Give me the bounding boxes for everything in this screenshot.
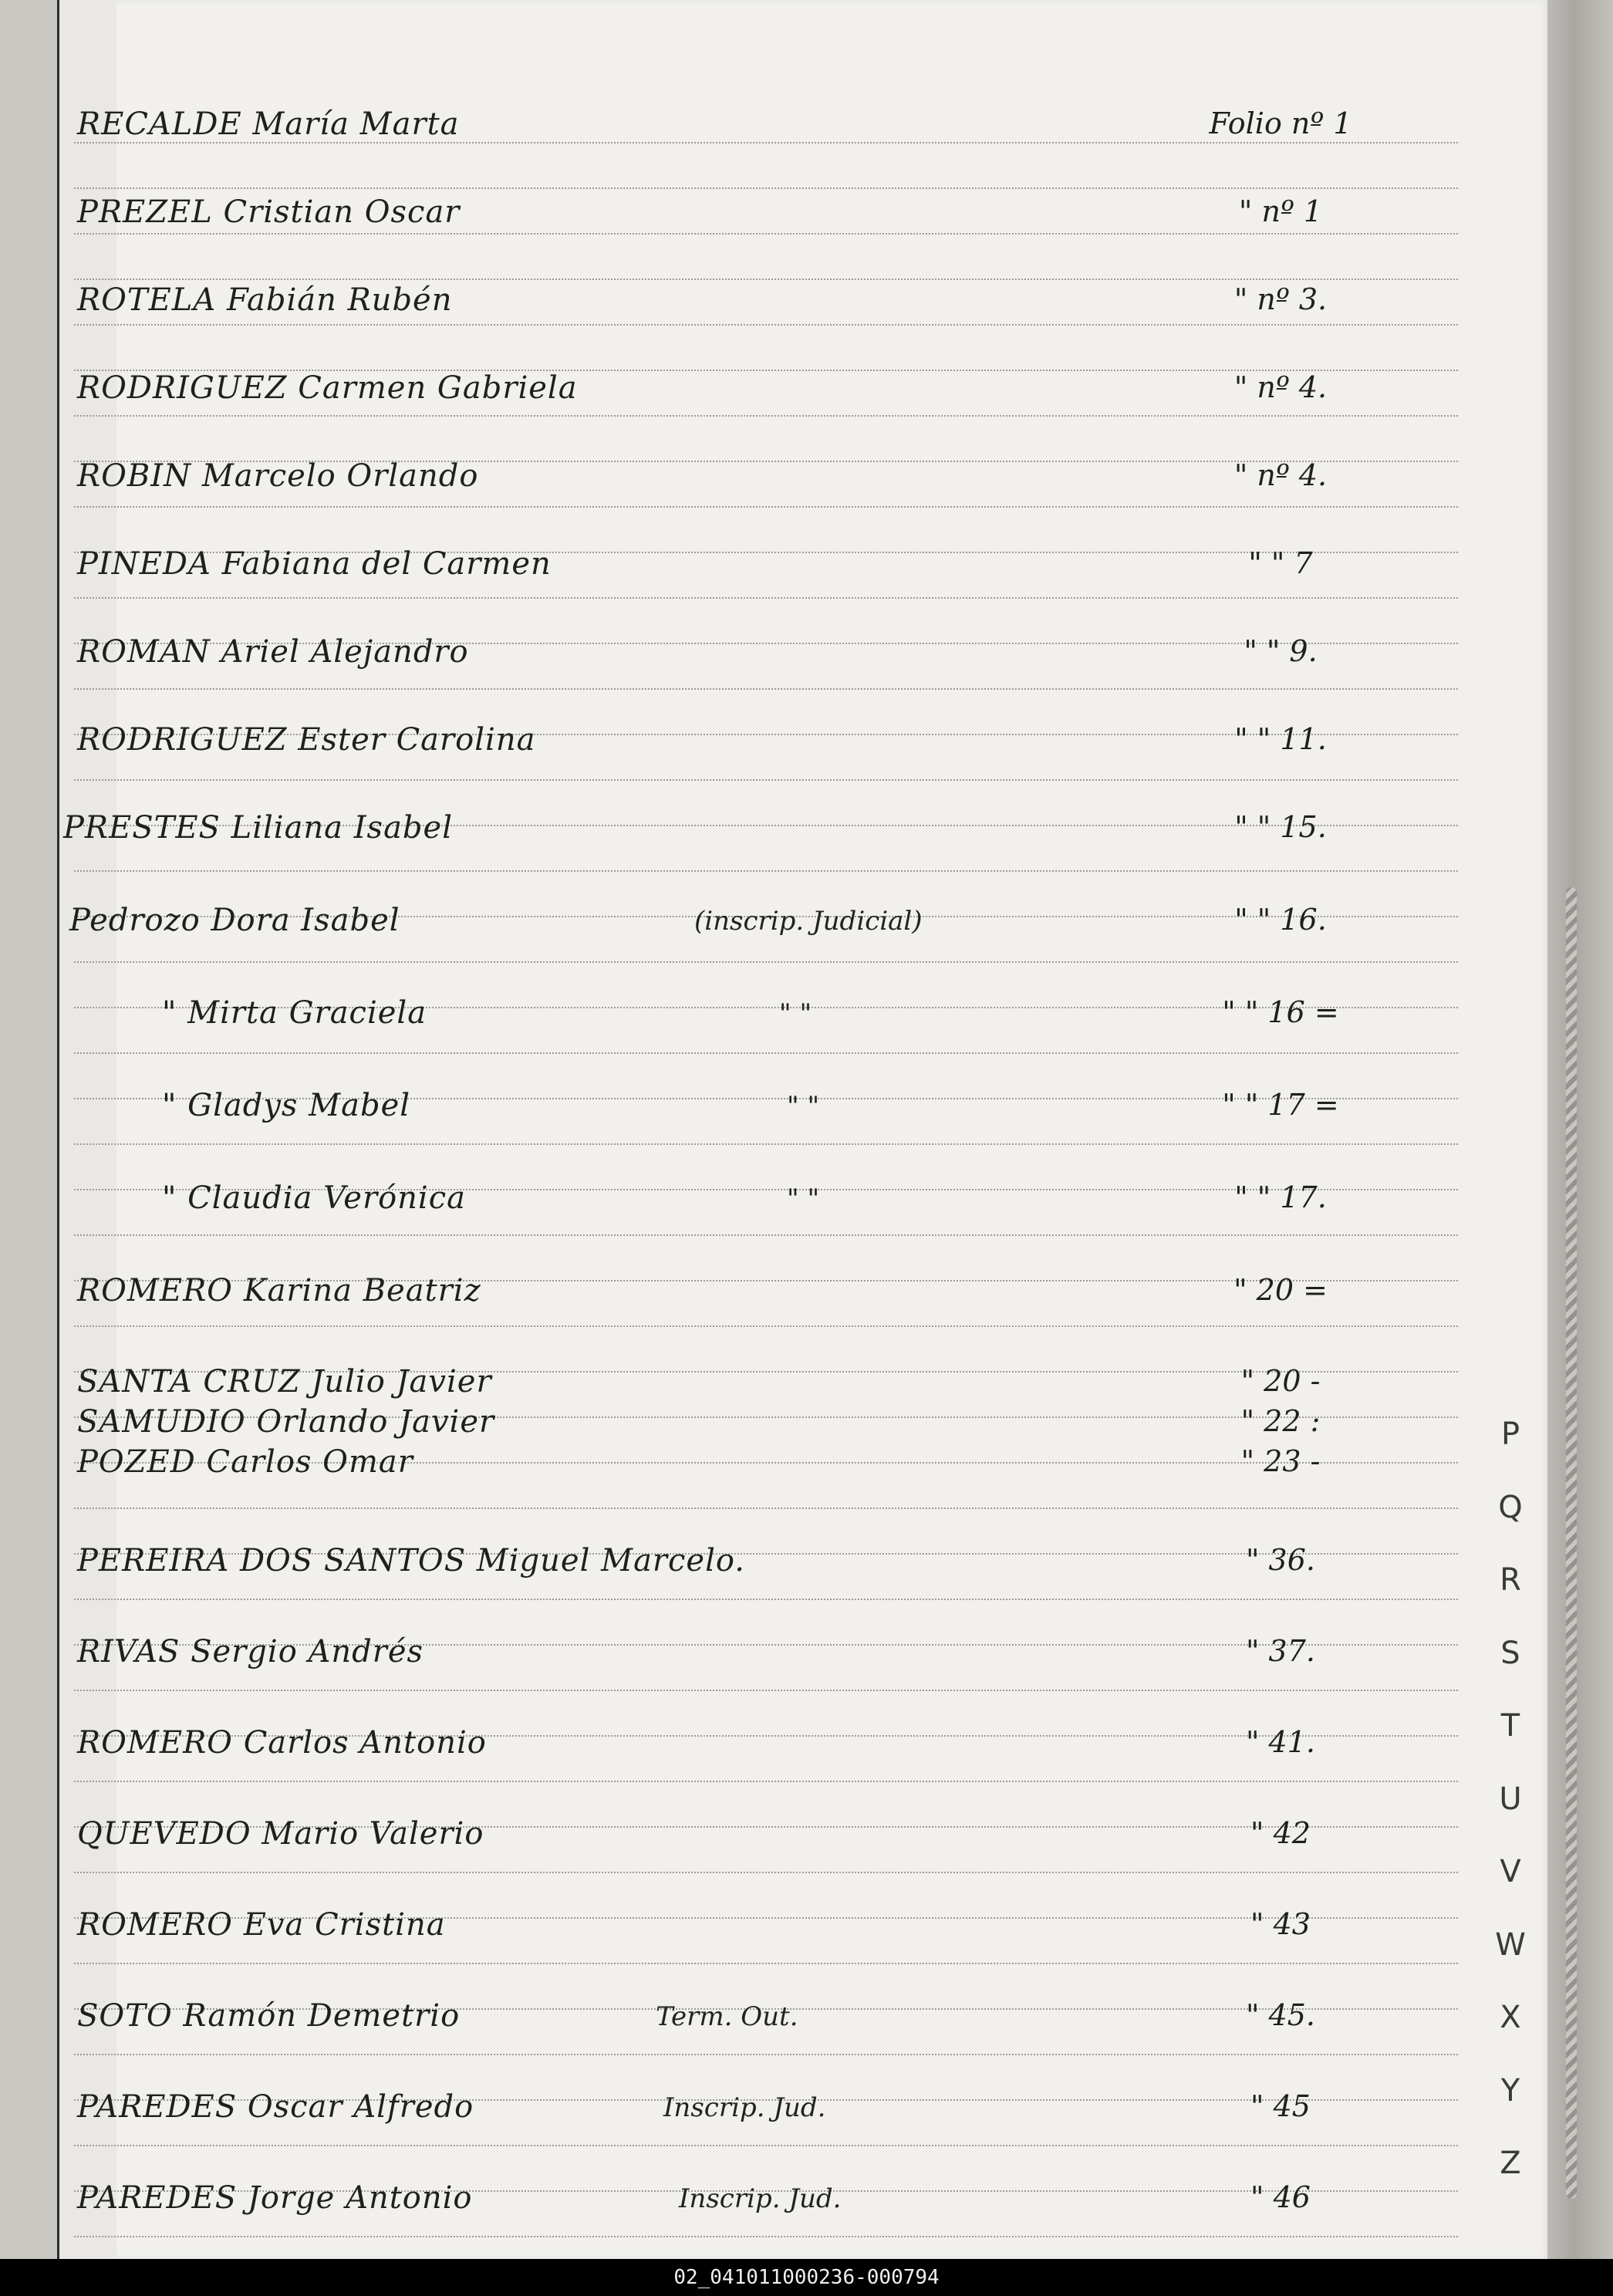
register-entry <box>63 795 1404 849</box>
person-name: POZED Carlos Omar <box>77 1444 413 1480</box>
register-entry <box>77 1072 1404 1126</box>
person-name: SAMUDIO Orlando Javier <box>77 1404 495 1440</box>
ruled-line <box>74 1963 1458 1964</box>
folio-number: " 36. <box>1246 1543 1315 1577</box>
entry-note: (inscrip. Judicial) <box>694 906 923 937</box>
index-tab-z[interactable]: Z <box>1500 2146 1521 2181</box>
entry-note: " " <box>779 998 812 1029</box>
person-name: " Claudia Verónica <box>162 1180 466 1216</box>
ruled-line <box>74 1872 1458 1873</box>
register-entry <box>77 1429 1404 1483</box>
person-name: RIVAS Sergio Andrés <box>77 1634 424 1670</box>
person-name: ROBIN Marcelo Orlando <box>77 458 479 494</box>
register-entry <box>77 91 1404 145</box>
person-name: ROMERO Karina Beatriz <box>77 1273 481 1308</box>
register-entry <box>77 1258 1404 1312</box>
ruled-line <box>74 1599 1458 1600</box>
person-name: PEREIRA DOS SANTOS Miguel Marcelo. <box>77 1543 745 1578</box>
folio-number: " " 15. <box>1234 810 1327 844</box>
ruled-line <box>74 1508 1458 1509</box>
register-entry <box>77 179 1404 233</box>
person-name: QUEVEDO Mario Valerio <box>77 1816 484 1852</box>
ruled-line <box>74 2236 1458 2237</box>
register-entry <box>77 2074 1404 2128</box>
register-entry <box>77 1892 1404 1946</box>
ruled-line <box>74 233 1458 235</box>
person-name: RODRIGUEZ Ester Carolina <box>77 722 536 758</box>
register-entry <box>77 1528 1404 1582</box>
register-entry <box>69 887 1404 941</box>
folio-number: " 41. <box>1246 1725 1315 1759</box>
folio-number: " nº 4. <box>1233 370 1328 404</box>
person-name: Pedrozo Dora Isabel <box>69 903 400 938</box>
ruled-line <box>74 961 1458 963</box>
ruled-line <box>74 597 1458 599</box>
person-name: PAREDES Jorge Antonio <box>77 2180 473 2216</box>
register-entry <box>77 1983 1404 2037</box>
alphabet-index <box>1489 1398 1532 2200</box>
folio-number: " 46 <box>1250 2180 1311 2214</box>
folio-number: " " 17. <box>1234 1180 1327 1214</box>
ruled-line <box>74 779 1458 781</box>
register-entry <box>77 531 1404 585</box>
scan-footer-id: 02_041011000236-000794 <box>0 2259 1613 2296</box>
folio-number: " 23 - <box>1240 1444 1321 1478</box>
folio-number: " nº 4. <box>1233 458 1328 492</box>
person-name: PREZEL Cristian Oscar <box>77 194 461 230</box>
person-name: " Mirta Graciela <box>162 995 427 1031</box>
folio-number: " 37. <box>1246 1634 1315 1668</box>
person-name: SANTA CRUZ Julio Javier <box>77 1364 492 1400</box>
folio-number: " nº 1 <box>1238 194 1323 228</box>
ruled-line <box>74 870 1458 872</box>
index-tab-y[interactable]: Y <box>1500 2072 1520 2109</box>
register-entry <box>77 1710 1404 1764</box>
folio-number: Folio nº 1 <box>1209 106 1352 140</box>
folio-number: " nº 3. <box>1233 282 1328 316</box>
index-tab-u[interactable]: U <box>1499 1781 1522 1817</box>
index-tab-p[interactable]: P <box>1500 1416 1520 1452</box>
ruled-line <box>74 415 1458 417</box>
folio-number: " 42 <box>1250 1816 1311 1850</box>
index-edge <box>1547 0 1613 2259</box>
register-entry <box>77 355 1404 409</box>
ruled-line <box>74 2054 1458 2055</box>
person-name: ROTELA Fabián Rubén <box>77 282 453 318</box>
folio-number: " " 17 = <box>1222 1088 1339 1122</box>
register-entry <box>77 267 1404 321</box>
person-name: ROMAN Ariel Alejandro <box>77 634 469 670</box>
entry-note: Term. Out. <box>656 2001 798 2032</box>
folio-number: " 20 = <box>1233 1273 1328 1307</box>
folio-number: " " 16 = <box>1222 995 1339 1029</box>
index-tab-s[interactable]: S <box>1500 1635 1520 1671</box>
folio-number: " 20 - <box>1240 1364 1321 1398</box>
register-entry <box>77 1619 1404 1673</box>
folio-number: " " 11. <box>1234 722 1327 756</box>
folio-number: " " 9. <box>1243 634 1318 668</box>
person-name: " Gladys Mabel <box>162 1088 411 1123</box>
register-entry <box>77 980 1404 1034</box>
ruled-line <box>74 1143 1458 1145</box>
ruled-line <box>74 1690 1458 1691</box>
folio-number: " 45. <box>1246 1998 1315 2032</box>
ruled-line <box>74 1325 1458 1327</box>
ruled-line <box>74 324 1458 326</box>
person-name: RODRIGUEZ Carmen Gabriela <box>77 370 578 406</box>
folio-number: " " 7 <box>1248 546 1313 580</box>
register-entry <box>77 1165 1404 1219</box>
index-tab-q[interactable]: Q <box>1498 1489 1523 1525</box>
ruled-line <box>74 2145 1458 2146</box>
register-entry <box>77 1801 1404 1855</box>
entry-note: Inscrip. Jud. <box>663 2092 826 2123</box>
ruled-line <box>74 506 1458 508</box>
index-tab-r[interactable]: R <box>1500 1562 1521 1598</box>
person-name: ROMERO Carlos Antonio <box>77 1725 487 1761</box>
register-entry <box>77 707 1404 761</box>
index-tab-w[interactable]: W <box>1495 1926 1526 1963</box>
register-entry <box>77 443 1404 497</box>
index-tab-t[interactable]: T <box>1500 1708 1520 1744</box>
binding-cord <box>1566 887 1577 2199</box>
person-name: PAREDES Oscar Alfredo <box>77 2089 474 2125</box>
entry-note: Inscrip. Jud. <box>679 2183 842 2214</box>
ruled-line <box>74 1234 1458 1236</box>
folio-number: " 43 <box>1250 1907 1311 1941</box>
person-name: SOTO Ramón Demetrio <box>77 1998 461 2034</box>
index-tab-x[interactable]: X <box>1500 2000 1521 2035</box>
folio-number: " " 16. <box>1234 903 1327 937</box>
entry-note: " " <box>787 1183 820 1214</box>
ruled-line <box>74 1781 1458 1782</box>
register-entry <box>77 2165 1404 2219</box>
folio-number: " 22 : <box>1240 1404 1321 1438</box>
ruled-line <box>74 688 1458 690</box>
entry-note: " " <box>787 1091 820 1122</box>
register-entry <box>77 619 1404 673</box>
ruled-line <box>74 1052 1458 1054</box>
person-name: PRESTES Liliana Isabel <box>63 810 453 846</box>
index-tab-v[interactable]: V <box>1500 1854 1521 1889</box>
person-name: RECALDE María Marta <box>77 106 460 142</box>
person-name: ROMERO Eva Cristina <box>77 1907 446 1943</box>
person-name: PINEDA Fabiana del Carmen <box>77 546 552 582</box>
folio-number: " 45 <box>1250 2089 1311 2123</box>
